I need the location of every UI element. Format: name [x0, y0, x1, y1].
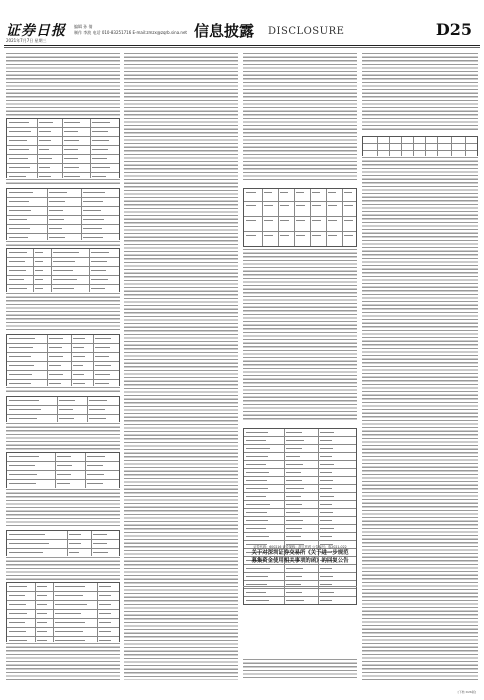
masthead	[4, 18, 480, 44]
data-table	[6, 530, 120, 558]
text-block	[243, 52, 357, 182]
contact-line: 制作 李波 电话 010-83251716 E-mail:zmzx@zqrb.sina.net	[74, 30, 187, 35]
announcement-title-line-1: 关于对深圳证券交易所《关于进一步规范	[251, 550, 349, 556]
text-block	[124, 52, 238, 680]
data-table	[6, 396, 120, 424]
section-title: 信息披露	[194, 22, 255, 40]
edition-date: 2021年7月7日 星期三	[6, 38, 47, 43]
data-table	[6, 118, 120, 182]
masthead-rule	[4, 45, 480, 46]
text-block	[243, 658, 357, 680]
data-table	[6, 248, 120, 294]
announcement-header	[243, 545, 357, 600]
section-title-english: DISCLOSURE	[268, 26, 345, 37]
text-block	[6, 292, 120, 332]
continuation-note: [下转 D26版]	[457, 690, 476, 694]
text-block	[6, 52, 120, 116]
page-number: D25	[435, 20, 472, 39]
text-block	[6, 178, 120, 186]
data-table	[6, 334, 120, 389]
newspaper-logo: 证券日报	[6, 23, 66, 39]
column-2	[124, 52, 238, 680]
announcement-code-line: 证券代码：600216 证券简称：浙江医药 公告编号：临2021-022	[253, 545, 347, 549]
text-block	[6, 556, 120, 580]
editor-info	[74, 24, 187, 36]
data-table	[243, 188, 357, 247]
masthead-rule-thin	[4, 47, 480, 48]
text-block	[6, 240, 120, 246]
data-table	[6, 188, 120, 243]
data-table	[6, 582, 120, 646]
data-table	[362, 136, 478, 158]
text-block	[243, 248, 357, 422]
column-4	[362, 52, 478, 680]
text-block	[6, 386, 120, 394]
announcement-title-line-2: 募集资金使用相关事项的函》的回复公告	[251, 558, 349, 564]
text-block	[6, 642, 120, 680]
text-block	[362, 52, 478, 132]
text-block	[6, 488, 120, 528]
editor-label: 编辑 孙 倩	[74, 24, 93, 29]
column-1	[6, 52, 120, 680]
text-block	[6, 422, 120, 450]
text-block	[362, 156, 478, 680]
data-table	[6, 452, 120, 489]
